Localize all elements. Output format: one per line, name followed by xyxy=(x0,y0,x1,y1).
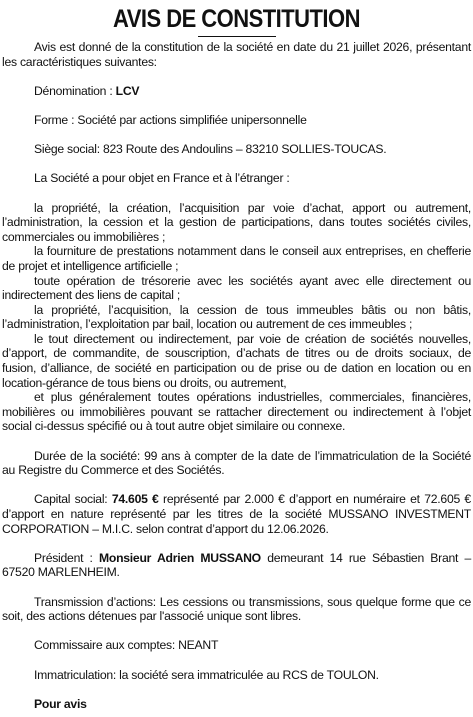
president-name: Monsieur Adrien MUSSANO xyxy=(98,550,261,565)
capital-amount: 74.605 € xyxy=(111,492,159,507)
objet-item: la propriété, l’acquisition, la cession de tous immeubles bâtis ou non bâtis, l’administration, l’exploitation par bail, location ou autrement de ces immeubles ; xyxy=(2,302,471,332)
closing-line xyxy=(2,697,471,712)
title-divider xyxy=(198,36,276,37)
denomination-value: LCV xyxy=(115,83,140,98)
notice-title: AVIS DE CONSTITUTION xyxy=(113,5,360,33)
objet-list xyxy=(2,201,471,435)
denomination-label: Dénomination : xyxy=(34,83,116,98)
objet-item: le tout directement ou indirectement, par voie de création de sociétés nouvelles, d’apport, de commandite, de souscription, d’achats de titres ou de droits sociaux, de fusion, d’alliance, de société en participation ou de prise ou de dation en location ou en location-gérance de tous biens ou droits, ou autrement, xyxy=(2,331,471,390)
duree-paragraph: Durée de la société: 99 ans à compter de la date de l’immatriculation de la Société au Registre du Commerce et des Sociétés. xyxy=(2,448,471,478)
transmission-paragraph: Transmission d’actions: Les cessions ou transmissions, sous quelque forme que ce soit, des actions détenues par l'associé unique sont libres. xyxy=(2,594,471,624)
objet-item: la fourniture de prestations notamment dans le conseil aux entreprises, en chefferie de projet et intelligence artificielle ; xyxy=(2,244,471,273)
intro-paragraph: Avis est donné de la constitution de la société en date du 21 juillet 2026, présentant les caractéristiques suivantes: xyxy=(2,40,471,69)
capital-paragraph xyxy=(2,492,471,536)
objet-item: et plus généralement toutes opérations industrielles, commerciales, financières, mobilières ou immobilières pouvant se rattacher directement ou indirectement à l’objet social ci-dessus spécifié ou à tout autre objet similaire ou connexe. xyxy=(2,390,471,434)
forme-line: Forme : Société par actions simplifiée unipersonnelle xyxy=(34,112,307,127)
president-paragraph xyxy=(2,551,471,580)
president-address: demeurant 14 rue Sébastien Brant – 67520 MARLENHEIM. xyxy=(2,550,471,580)
siege-line: Siège social: 823 Route des Andoulins – 83210 SOLLIES-TOUCAS. xyxy=(34,142,387,157)
objet-item: toute opération de trésorerie avec les sociétés ayant avec elle directement ou indirectement des liens de capital ; xyxy=(2,273,471,303)
capital-label: Capital social: xyxy=(34,492,112,507)
president-label: Président : xyxy=(34,550,99,565)
commissaire-line: Commissaire aux comptes: NEANT xyxy=(34,638,219,653)
closing-text: Pour avis xyxy=(34,696,87,711)
objet-intro: La Société a pour objet en France et à l’étranger : xyxy=(34,171,290,186)
capital-details: représenté par 2.000 € d’apport en numéraire et 72.605 € d’apport en nature représenté par les titres de la société MUSSANO INVESTMENT CORPORATION – M.I.C. selon contrat d’apport du 12.06.2026. xyxy=(2,492,471,536)
objet-item: la propriété, la création, l’acquisition par voie d’achat, apport ou autrement, l’administration, la cession et la gestion de participations, dans toutes sociétés civiles, commerciales ou immobilières ; xyxy=(2,200,471,244)
denomination-line xyxy=(2,84,471,99)
immatriculation-line: Immatriculation: la société sera immatriculée au RCS de TOULON. xyxy=(34,667,379,682)
